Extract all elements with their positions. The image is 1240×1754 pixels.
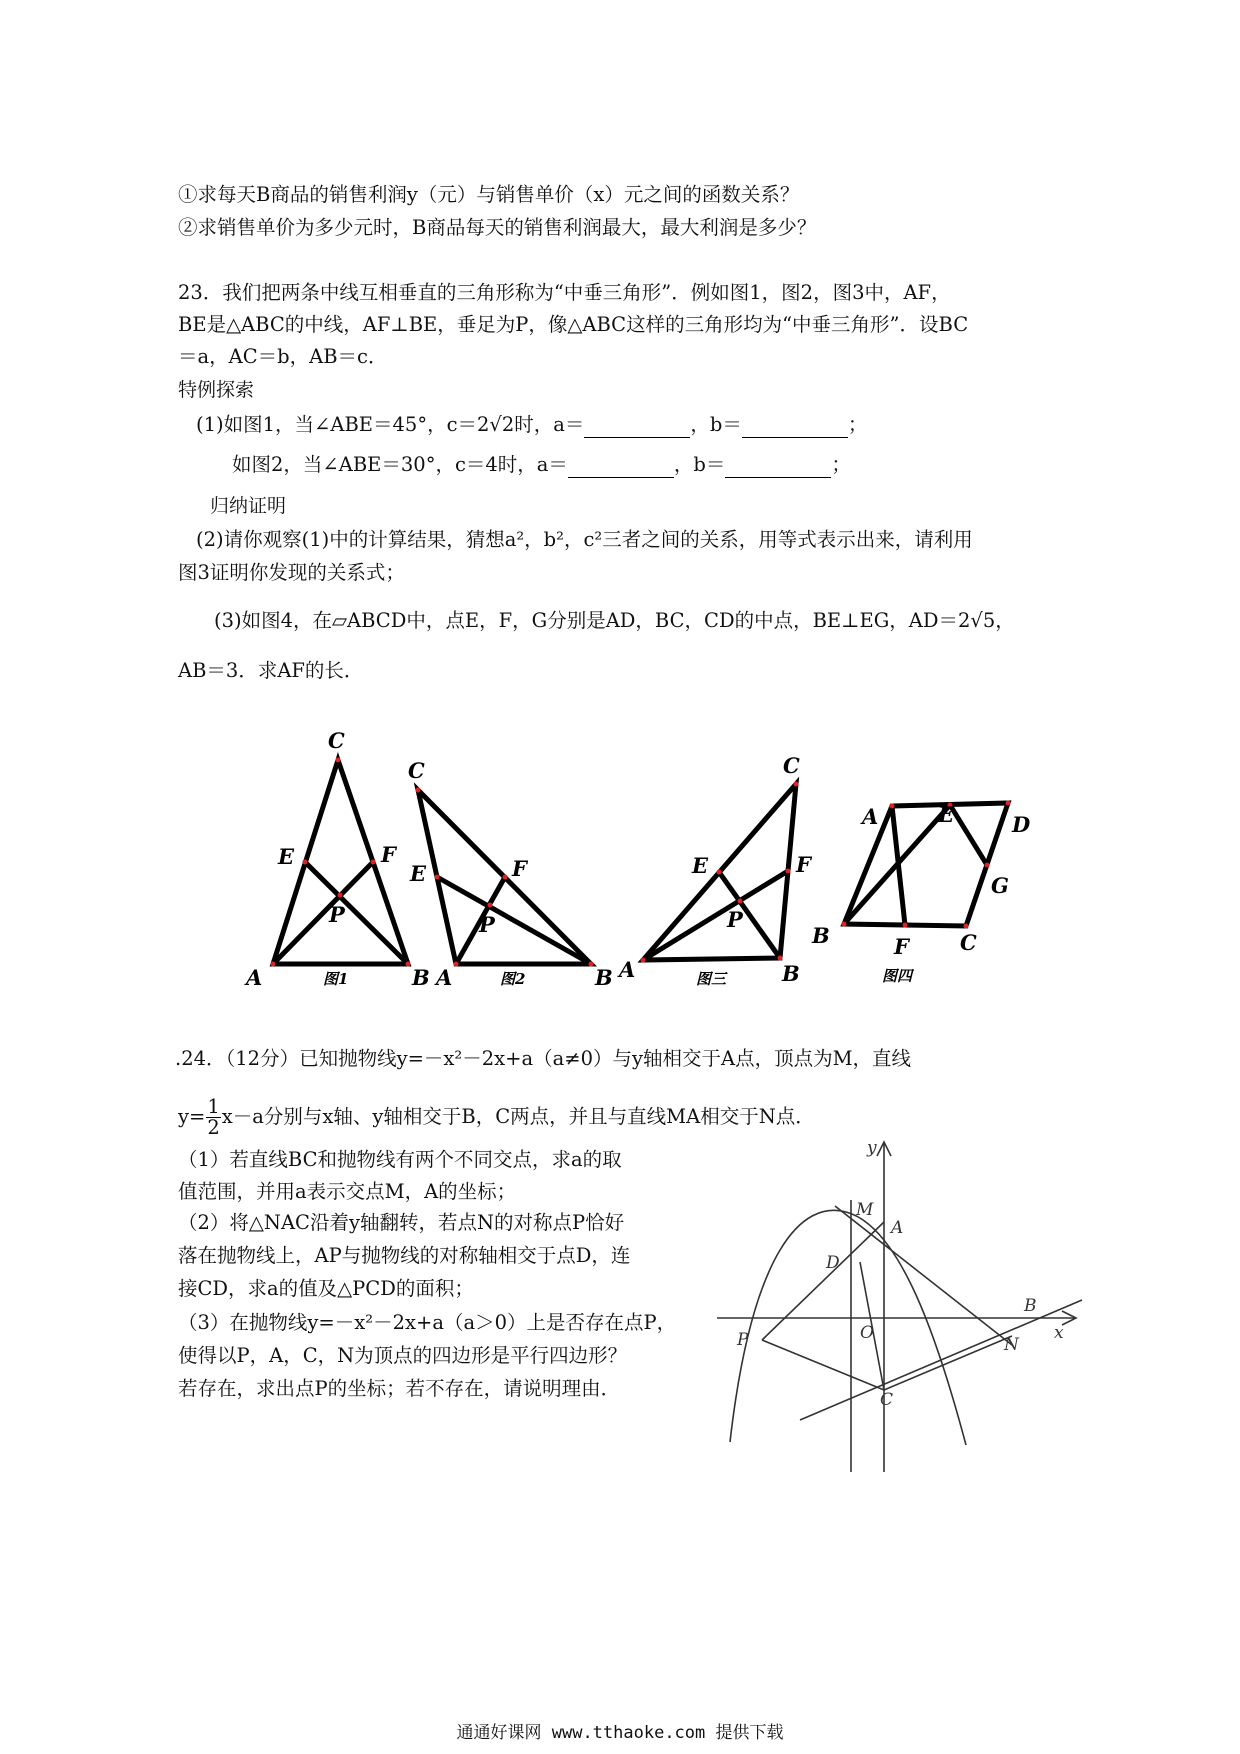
fig3-label-b: B <box>782 961 800 986</box>
q24-line1: .24．（12分）已知抛物线y=－x²－2x+a（a≠0）与y轴相交于A点，顶点为M，直线 <box>175 1047 912 1070</box>
part1b-text-a: 如图2，当∠ABE＝30°，c＝4时，a＝ <box>232 453 568 476</box>
fig3-label-p: P <box>727 907 743 932</box>
q23-part2-line2: 图3证明你发现的关系式； <box>178 561 405 584</box>
part1b-text-end: ； <box>831 453 851 476</box>
fig2-label-b: B <box>595 965 613 990</box>
fig1-label-e: E <box>278 844 295 869</box>
q24-part3-line3: 若存在，求出点P的坐标；若不存在，请说明理由． <box>178 1377 621 1400</box>
fig2-caption: 图2 <box>500 970 526 988</box>
fig4-label-e: E <box>938 802 955 827</box>
q24-line2-suffix: x－a分别与x轴、y轴相交于B，C两点，并且与直线MA相交于N点． <box>221 1105 815 1128</box>
fig4-label-d: D <box>1012 812 1031 837</box>
q24-part2-line2: 落在抛物线上，AP与抛物线的对称轴相交于点D，连 <box>178 1244 631 1267</box>
page-footer: 通通好课网 www.tthaoke.com 提供下载 <box>456 1723 784 1743</box>
fraction-numerator: 1 <box>207 1095 220 1118</box>
fig1-label-c: C <box>328 728 345 753</box>
fig2-label-e: E <box>410 861 427 886</box>
q24-part2-line3: 接CD，求a的值及△PCD的面积； <box>178 1277 474 1300</box>
fig1-label-b: B <box>412 965 430 990</box>
graph-label-x: x <box>1054 1323 1064 1343</box>
fig2-label-a: A <box>436 965 453 990</box>
graph-label-p: P <box>737 1330 749 1350</box>
fig2-label-c: C <box>408 758 425 783</box>
fig1-label-f: F <box>381 842 396 867</box>
q23-part3-line2: AB＝3．求AF的长． <box>178 659 364 682</box>
q24-part1-line1: （1）若直线BC和抛物线有两个不同交点，求a的取 <box>178 1148 622 1171</box>
q22-line2: ②求销售单价为多少元时，B商品每天的销售利润最大，最大利润是多少？ <box>178 216 817 239</box>
fig4-label-f: F <box>894 934 909 959</box>
q24-line2-prefix: y= <box>178 1105 206 1128</box>
fig4-label-b: B <box>812 923 830 948</box>
part1b-text-b: ，b＝ <box>673 453 726 476</box>
graph-label-d: D <box>826 1253 840 1273</box>
fig3-label-e: E <box>692 853 709 878</box>
part1-text-b: ，b＝ <box>690 413 742 436</box>
graph-label-m: M <box>856 1200 874 1220</box>
graph-label-y: y <box>867 1138 877 1158</box>
fig4-label-c: C <box>960 930 977 955</box>
q24-part3-line2: 使得以P，A，C，N为顶点的四边形是平行四边形？ <box>178 1344 628 1367</box>
fig4-label-g: G <box>991 873 1009 898</box>
proof-heading: 归纳证明 <box>210 495 287 517</box>
fig2-label-f: F <box>512 856 527 881</box>
graph-label-n: N <box>1004 1335 1019 1355</box>
fig3-label-c: C <box>783 753 800 778</box>
q24-part1-line2: 值范围，并用a表示交点M，A的坐标； <box>178 1180 517 1203</box>
part1-text-end: ； <box>847 413 868 436</box>
q24-part2-line1: （2）将△NAC沿着y轴翻转，若点N的对称点P恰好 <box>178 1211 625 1234</box>
part1-text-a: (1)如图1，当∠ABE＝45°，c＝2√2时，a＝ <box>196 413 585 436</box>
graph-label-b: B <box>1024 1296 1037 1316</box>
q23-line1: 23．我们把两条中线互相垂直的三角形称为“中垂三角形”．例如图1，图2，图3中，AF， <box>178 281 951 304</box>
q22-line1: ①求每天B商品的销售利润y（元）与销售单价（x）元之间的函数关系？ <box>178 183 800 206</box>
fig2-label-p: P <box>479 912 495 937</box>
fig1-label-p: P <box>329 902 345 927</box>
graph-label-a: A <box>891 1218 904 1238</box>
fig3-label-f: F <box>796 852 811 877</box>
q23-line2: BE是△ABC的中线，AF⊥BE，垂足为P，像△ABC这样的三角形均为“中垂三角形”．设BC <box>178 313 969 336</box>
fig4-caption: 图四 <box>882 967 913 985</box>
fraction-denominator: 2 <box>207 1116 220 1139</box>
graph-label-c: C <box>880 1390 894 1410</box>
q24-part3-line1: （3）在抛物线y=－x²－2x+a（a＞0）上是否存在点P， <box>178 1311 677 1334</box>
fig3-caption: 图三 <box>696 970 727 988</box>
fig3-label-a: A <box>619 957 636 982</box>
fig1-label-a: A <box>246 965 263 990</box>
graph-label-o: O <box>860 1323 874 1343</box>
q23-part2-line1: (2)请你观察(1)中的计算结果，猜想a²，b²，c²三者之间的关系，用等式表示出来，请利用 <box>196 528 973 551</box>
parabola <box>730 1210 966 1445</box>
fig1-caption: 图1 <box>323 970 349 988</box>
q23-part3-line1: (3)如图4，在▱ABCD中，点E，F，G分别是AD，BC，CD的中点，BE⊥EG，AD＝2√5， <box>214 609 1015 632</box>
fig4-label-a: A <box>862 804 879 829</box>
q23-line3: ＝a，AC＝b，AB＝c． <box>178 345 388 368</box>
special-case-heading: 特例探索 <box>178 379 255 401</box>
segment-pc <box>762 1340 884 1390</box>
